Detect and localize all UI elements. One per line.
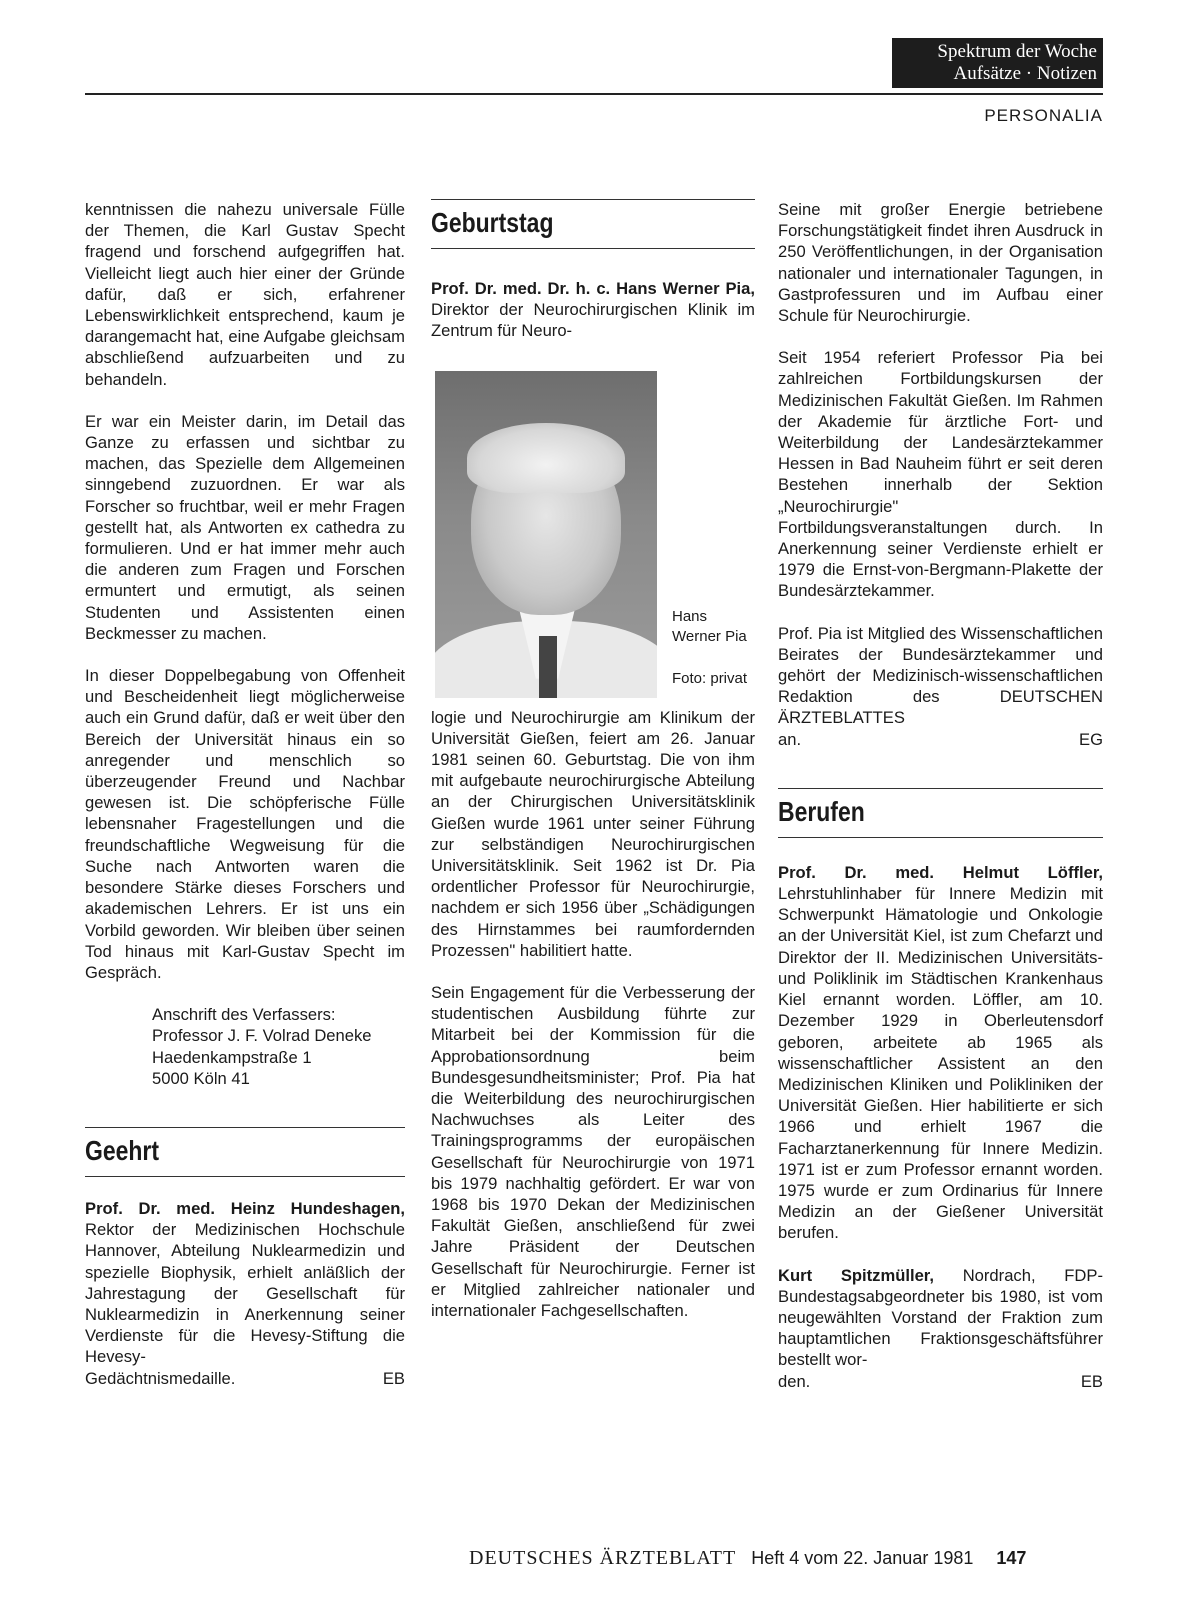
address-line-1: Anschrift des Verfassers: (152, 1005, 336, 1025)
column-1 (85, 199, 405, 1389)
geehrt-signature: EB (382, 1368, 405, 1388)
geehrt-heading: Geehrt (85, 1134, 160, 1166)
author-address (85, 1004, 405, 1089)
berufen-signature: EB (1080, 1371, 1103, 1391)
col3-signature-line: an. EG (778, 729, 1103, 749)
berufen-signature-line: den. EB (778, 1371, 1103, 1391)
geehrt-rule-top (85, 1127, 405, 1128)
photo-credit: Foto: privat (672, 669, 748, 687)
berufen-name-1: Prof. Dr. med. Helmut Löffler, (778, 862, 1103, 882)
portrait-figure (431, 371, 755, 701)
berufen-entry-1: Prof. Dr. med. Helmut Löffler, Lehrstuhlinhaber für Innere Medizin mit Schwerpunkt Hämatologie und Onkologie an der Universität Kiel, ist zum Chefarzt und Direktor der II. Medizinischen Universitäts- und Poliklinik im Städtischen Krankenhaus Kiel ernannt worden. Löffler, am 10. Dezember 1929 in Oberleutensdorf geboren, arbeitete ab 1965 als wissenschaftlicher Assistent an den Medizinischen Kliniken und Polikliniken der Universität Gießen. Hier habilitierte er sich 1966 und erhielt 1967 die Facharztanerkennung für Innere Medizin. 1971 ist er zum Professor ernannt worden. 1975 wurde er zum Ordinarius für Innere Medizin an der Gießener Universität berufen. (778, 862, 1103, 1243)
geehrt-name: Prof. Dr. med. Heinz Hundeshagen, (85, 1198, 405, 1218)
section-header-box (892, 38, 1103, 88)
address-line-4: 5000 Köln 41 (152, 1068, 250, 1088)
section-label: PERSONALIA (984, 106, 1103, 125)
berufen-entry-2: Kurt Spitzmüller, Nordrach, FDP-Bundestagsabgeordneter bis 1980, ist vom neugewählten Vorstand der Fraktion zum hauptamtlichen Fraktionsgeschäftsführer bestellt wor- (778, 1265, 1103, 1370)
header-rule (85, 93, 1103, 95)
issue-info: Heft 4 vom 22. Januar 1981 (751, 1548, 974, 1568)
address-line-3: Haedenkampstraße 1 (152, 1047, 312, 1067)
berufen-name-2: Kurt Spitzmüller, (778, 1265, 934, 1285)
col1-paragraph-3: In dieser Doppelbegabung von Offenheit und Bescheidenheit liegt möglicherweise auch ein Grund dafür, daß er weit über den Bereich der Universität hinaus ein so anregender und menschlich so überzeugender Freund und Nachbar gewesen ist. Die schöpferische Fülle lebensnaher Fragestellungen und die freundschaftliche Wegweisung für die Suche nach Antworten waren die besondere Stärke dieses Forschers und akademischen Lehrers. Er ist uns ein Vorbild geworden. Wir bleiben über seinen Tod hinaus mit Karl-Gustav Specht im Gespräch. (85, 666, 405, 982)
photo-caption: Hans Werner Pia Foto: privat (672, 607, 758, 689)
col3-paragraph-2: Seit 1954 referiert Professor Pia bei zahlreichen Fortbildungskursen der Medizinischen Fakultät Gießen. Im Rahmen der Akademie für ärztliche Fort- und Weiterbildung der Landesärztekammer Hessen in Bad Nauheim führt er seit deren Bestehen innerhalb der Sektion „Neurochirurgie" Fortbildungsveranstaltungen durch. In Anerkennung seiner Verdienste erhielt er 1979 die Ernst-von-Bergmann-Plakette der Bundesärztekammer. (778, 348, 1103, 601)
address-line-2: Professor J. F. Volrad Deneke (152, 1026, 372, 1046)
berufen-heading: Berufen (778, 795, 865, 827)
column-3 (778, 199, 1103, 1392)
berufen-rule-top (778, 788, 1103, 789)
portrait-photo (435, 371, 657, 698)
col1-paragraph-2: Er war ein Meister darin, im Detail das Ganze zu erfassen und sichtbar zu machen, das Spezielle dem Allgemeinen sinngebend zuzuordnen. Er war als Forscher so fruchtbar, weil er mehr Fragen gestellt hat, als Antworten ex cathedra zu formulieren. Und er hat immer mehr auch die anderen zum Fragen und Forschen ermuntert und ermutigt, als seinen Studenten und Assistenten einen Beckmesser zu machen. (85, 411, 405, 643)
geburtstag-name: Prof. Dr. med. Dr. h. c. Hans Werner Pia, (431, 279, 755, 298)
geehrt-signature-line: Gedächtnismedaille. EB (85, 1368, 405, 1388)
geehrt-text: Prof. Dr. med. Heinz Hundeshagen, Rektor der Medizinischen Hochschule Hannover, Abteilung Nuklearmedizin und spezielle Biophysik, erhielt anläßlich der Jahrestagung der Gesellschaft für Nuklearmedizin in Anerkennung seiner Verdienste für die Hevesy-Stiftung die Hevesy- (85, 1198, 405, 1367)
col3-signature: EG (1079, 729, 1103, 749)
header-line-2: Aufsätze · Notizen (953, 63, 1097, 84)
col3-paragraph-3: Prof. Pia ist Mitglied des Wissenschaftlichen Beirates der Bundesärztekammer und gehört der Medizinisch-wissenschaftlichen Redaktion des DEUTSCHEN ÄRZTEBLATTES (778, 623, 1103, 728)
col3-paragraph-1: Seine mit großer Energie betriebene Forschungstätigkeit findet ihren Ausdruck in 250 Veröffentlichungen, in der Organisation nationaler und internationaler Tagungen, in Gastprofessuren und im Aufbau einer Schule für Neurochirurgie. (778, 200, 1103, 326)
header-line-1: Spektrum der Woche (937, 41, 1097, 62)
col2-paragraph-1: logie und Neurochirurgie am Klinikum der Universität Gießen, feiert am 26. Januar 1981 seinen 60. Geburtstag. Die von ihm mit aufgebaute neurochirurgische Abteilung an der Chirurgischen Universitätsklinik Gießen wurde 1961 unter seiner Führung zur selbständigen Neurochirurgischen Universitätsklinik. Seit 1962 ist Dr. Pia ordentlicher Professor für Neurochirurgie, nachdem er sich 1956 über „Schädigungen des Hirnstammes bei raumfordernden Prozessen" habilitiert hatte. (431, 707, 755, 960)
geburtstag-intro: Prof. Dr. med. Dr. h. c. Hans Werner Pia, Direktor der Neurochirurgischen Klinik im Zentrum für Neuro- (431, 279, 755, 341)
magazine-name: DEUTSCHES ÄRZTEBLATT (469, 1547, 737, 1569)
col2-paragraph-2: Sein Engagement für die Verbesserung der studentischen Ausbildung führte zur Mitarbeit bei der Kommission für die Approbationsordnung beim Bundesgesundheitsminister; Prof. Pia hat die Weiterbildung des neurochirurgischen Nachwuchses als Leiter des Trainingsprogramms der europäischen Gesellschaft für Neurochirurgie von 1971 bis 1979 nachhaltig gefördert. Er war von 1968 bis 1970 Dekan der Medizinischen Fakultät Gießen, anschließend für zwei Jahre Präsident der Deutschen Gesellschaft für Neurochirurgie. Ferner ist er Mitglied zahlreicher nationaler und internationaler Fachgesellschaften. (431, 983, 755, 1321)
geburtstag-heading: Geburtstag (431, 207, 554, 238)
page-number: 147 (996, 1548, 1027, 1568)
column-2 (431, 199, 755, 1321)
geburtstag-rule-top (431, 199, 755, 200)
col1-paragraph-1: kenntnissen die nahezu universale Fülle der Themen, die Karl Gustav Specht fragend und forschend aufgegriffen hat. Vielleicht liegt auch hier einer der Gründe dafür, daß er sich, erfahrener Lebenswirklichkeit entsprechend, kaum je darangemacht hat, eine Aufgabe gleichsam abschließend aufzuarbeiten und zu behandeln. (85, 200, 405, 389)
page-footer (469, 1547, 1026, 1570)
